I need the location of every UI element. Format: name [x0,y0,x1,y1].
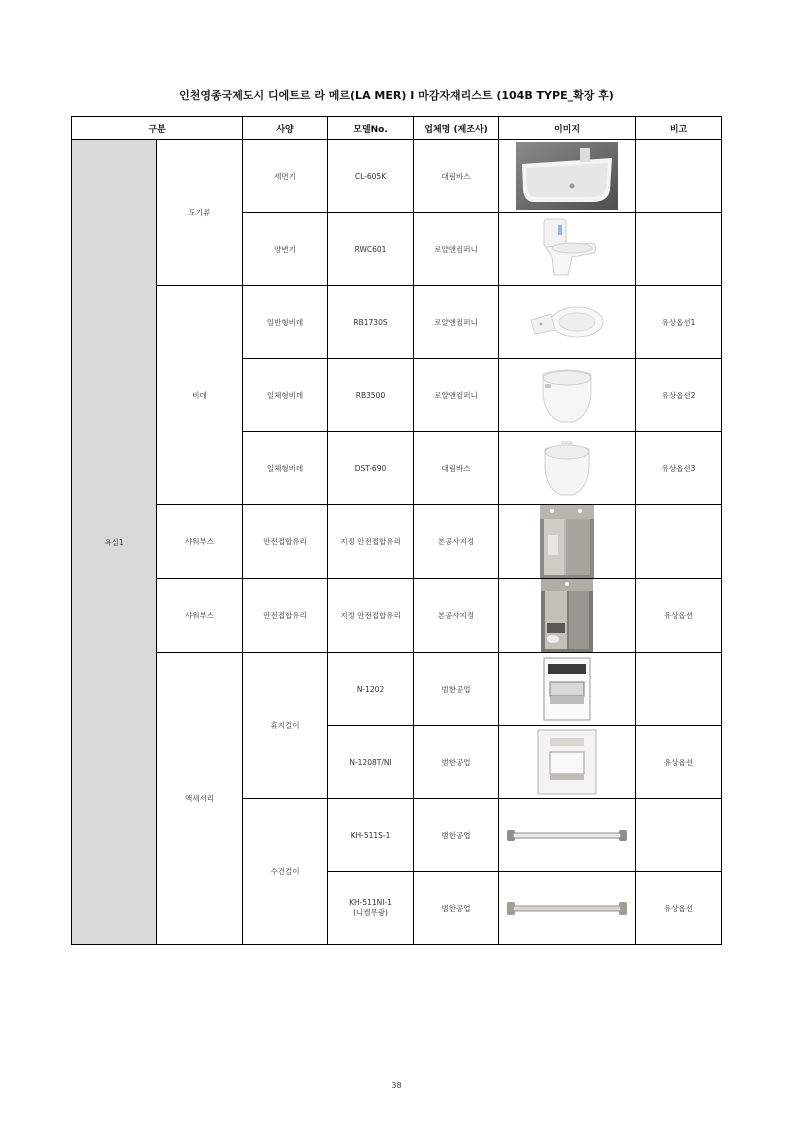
toilet-image [532,217,602,281]
maker-cell: 범한공업 [414,799,499,872]
model-cell: CL-605K [328,140,414,213]
paper-holder-image [540,656,594,722]
table-row [72,140,722,213]
note-cell [636,213,722,286]
spec-cell: 일체형비데 [243,359,328,432]
document-title: 인천영종국제도시 디에트르 라 메르(LA MER) I 마감자재리스트 (104B TYPE_확장 후) [179,89,614,102]
group-shower: 샤워부스 [157,505,243,579]
spec-cell: 안전접합유리 [243,505,328,579]
header-note: 비고 [636,117,722,140]
image-cell [499,432,636,505]
towel-bar-image-2 [505,899,629,917]
towel-bar-image [505,827,629,843]
room-cell: 욕실1 [72,140,157,945]
header-category: 구분 [72,117,243,140]
table-row [72,505,722,579]
model-name: KH-511NI-1 [349,898,392,907]
model-cell [328,872,414,945]
header-image: 이미지 [499,117,636,140]
maker-cell: 범한공업 [414,653,499,726]
model-cell: DST-690 [328,432,414,505]
note-cell [636,140,722,213]
table-row [72,286,722,359]
model-cell: RWC601 [328,213,414,286]
maker-cell: 로얄앤컴퍼니 [414,286,499,359]
model-subtitle: (니켈무광) [353,908,388,917]
materials-table [71,116,722,945]
group-shower: 샤워부스 [157,579,243,653]
model-cell: 지정 안전접합유리 [328,505,414,579]
image-cell [499,799,636,872]
spec-cell: 양변기 [243,213,328,286]
note-cell: 유상옵션 [636,872,722,945]
maker-cell: 본공사지정 [414,579,499,653]
image-cell [499,213,636,286]
image-cell [499,872,636,945]
shower-booth-photo-2 [541,579,593,652]
image-cell [499,726,636,799]
note-cell [636,799,722,872]
image-cell [499,140,636,213]
shower-booth-photo [540,505,594,578]
maker-cell: 범한공업 [414,872,499,945]
header-maker: 업체명 (제조사) [414,117,499,140]
group-accessory: 액세서리 [157,653,243,945]
integrated-bidet-image-2 [535,437,599,499]
table-header-row [72,117,722,140]
model-cell: 지정 안전접합유리 [328,579,414,653]
model-cell: N-1202 [328,653,414,726]
image-cell [499,359,636,432]
note-cell: 유상옵션2 [636,359,722,432]
note-cell: 유상옵션 [636,579,722,653]
page-number: 38 [391,1081,402,1090]
group-ceramics: 도기류 [157,140,243,286]
group-paper-holder: 휴지걸이 [243,653,328,799]
note-cell: 유상옵션3 [636,432,722,505]
bidet-seat-image [527,302,607,342]
integrated-bidet-image [535,364,599,426]
paper-holder-image-2 [536,728,598,796]
maker-cell: 로얄앤컴퍼니 [414,213,499,286]
maker-cell: 대림바스 [414,432,499,505]
image-cell [499,579,636,653]
model-cell: RB1730S [328,286,414,359]
maker-cell: 대림바스 [414,140,499,213]
note-cell: 유상옵션1 [636,286,722,359]
washbasin-image [516,142,618,210]
header-spec: 사양 [243,117,328,140]
group-bidet: 비데 [157,286,243,505]
table-row [72,653,722,726]
image-cell [499,653,636,726]
note-cell: 유상옵션 [636,726,722,799]
group-towel-bar: 수건걸이 [243,799,328,945]
model-cell: N-1208T/NI [328,726,414,799]
spec-cell: 일체형비데 [243,432,328,505]
maker-cell: 로얄앤컴퍼니 [414,359,499,432]
model-cell: KH-511S-1 [328,799,414,872]
spec-cell: 세면기 [243,140,328,213]
table-row [72,579,722,653]
maker-cell: 본공사지정 [414,505,499,579]
image-cell [499,286,636,359]
model-cell: RB3500 [328,359,414,432]
note-cell [636,505,722,579]
spec-cell: 안전접합유리 [243,579,328,653]
header-model: 모델No. [328,117,414,140]
image-cell [499,505,636,579]
note-cell [636,653,722,726]
maker-cell: 범한공업 [414,726,499,799]
spec-cell: 일반형비데 [243,286,328,359]
